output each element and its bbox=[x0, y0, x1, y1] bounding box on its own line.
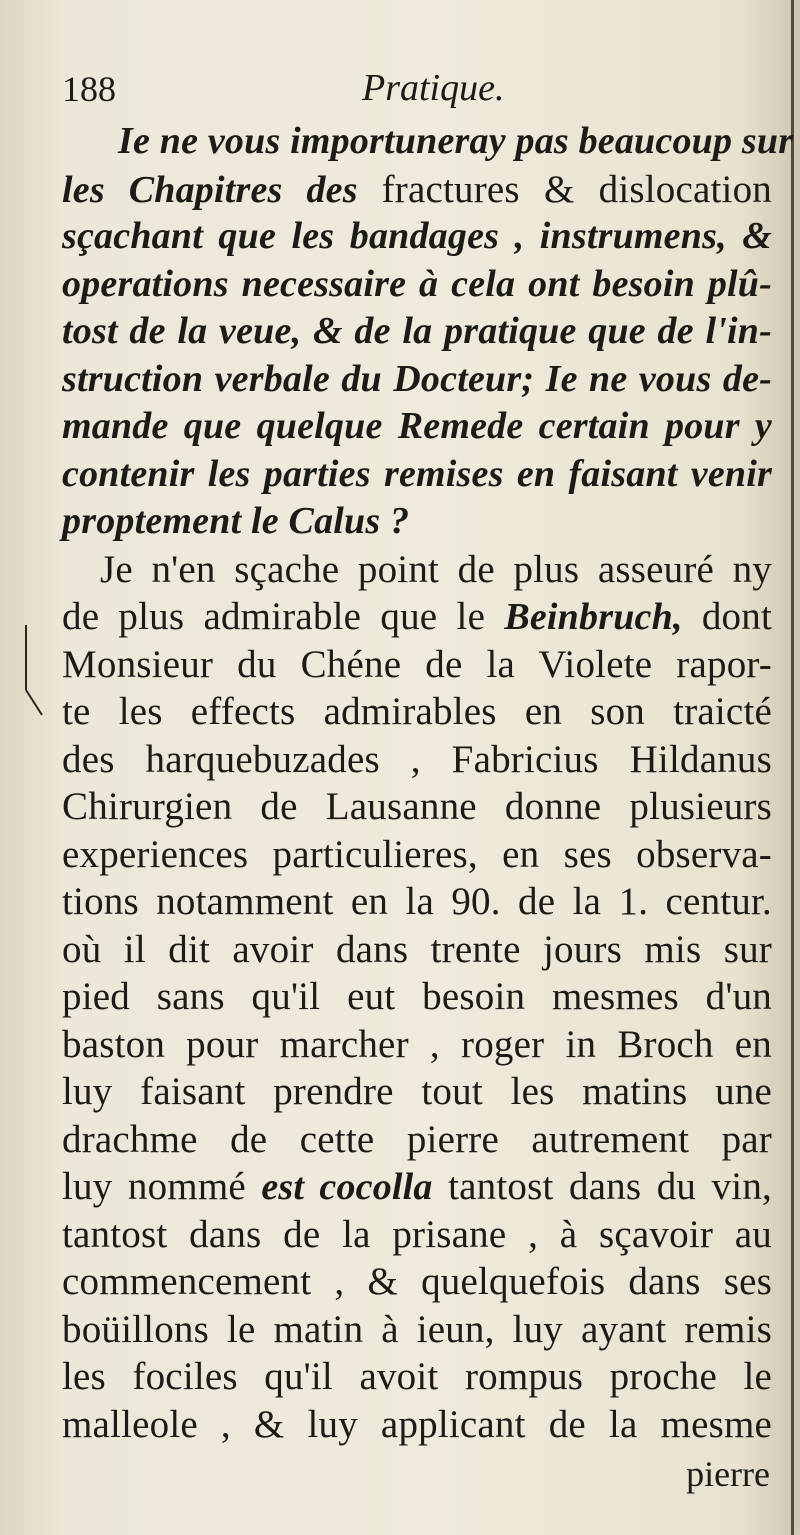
roman-span: tantost dans du vin, bbox=[432, 1165, 772, 1208]
margin-bracket-mark bbox=[8, 620, 48, 720]
page-header bbox=[62, 62, 752, 122]
running-head: Pratique. bbox=[362, 67, 505, 109]
text-line: tost de la veue, & de la pratique que de l'in- bbox=[62, 310, 772, 352]
text-line: experiences particulieres, en ses observa- bbox=[62, 832, 772, 876]
text-line: sçachant que les bandages , instrumens, & bbox=[62, 215, 772, 257]
roman-span: de plus admirable que le bbox=[62, 595, 505, 638]
text-line: struction verbale du Docteur; Ie ne vous de- bbox=[62, 357, 772, 400]
text-line: des harquebuzades , Fabricius Hildanus bbox=[62, 737, 772, 781]
italic-span: est cocolla bbox=[261, 1166, 433, 1208]
text-line: Ie ne vous importuneray pas beaucoup sur bbox=[118, 120, 794, 162]
text-line: contenir les parties remises en faisant venir bbox=[62, 452, 772, 495]
page-number: 188 bbox=[62, 69, 116, 109]
text-line: luy faisant prendre tout les matins une bbox=[62, 1070, 772, 1113]
roman-span: luy nommé bbox=[62, 1165, 262, 1208]
text-line: malleole , & luy applicant de la mesme bbox=[62, 1402, 772, 1446]
text-line: tantost dans de la prisane , à sçavoir au bbox=[62, 1212, 772, 1256]
text-line: les fociles qu'il avoit rompus proche le bbox=[62, 1355, 772, 1398]
body-text bbox=[62, 118, 794, 1448]
text-line: tions notamment en la 90. de la 1. centur. bbox=[62, 880, 772, 923]
text-line: commencement , & quelquefois dans ses bbox=[62, 1260, 772, 1303]
text-line bbox=[62, 1163, 772, 1211]
text-line bbox=[62, 593, 772, 641]
text-line: proptement le Calus ? bbox=[62, 500, 410, 542]
text-line: Je n'en sçache point de plus asseuré ny bbox=[100, 547, 772, 591]
text-line: drachme de cette pierre autrement par bbox=[62, 1117, 772, 1161]
text-line: baston pour marcher , roger in Broch en bbox=[62, 1022, 772, 1066]
catchword: pierre bbox=[686, 1454, 770, 1494]
page-edge-line bbox=[791, 0, 794, 1535]
text-line: te les effects admirables en son traicté bbox=[62, 690, 772, 733]
text-line: Chirurgien de Lausanne donne plusieurs bbox=[62, 785, 772, 828]
text-line bbox=[62, 166, 772, 214]
text-line: pied sans qu'il eut besoin mesmes d'un bbox=[62, 975, 772, 1018]
italic-span: Beinbruch, bbox=[504, 596, 683, 638]
text-line: Monsieur du Chéne de la Violete rapor- bbox=[62, 642, 772, 686]
italic-span: les Chapitres des bbox=[62, 168, 382, 211]
text-line: operations necessaire à cela ont besoin plû- bbox=[62, 262, 772, 305]
roman-span: dont bbox=[682, 595, 772, 638]
text-line: où il dit avoir dans trente jours mis sur bbox=[62, 927, 772, 971]
text-line: boüillons le matin à ieun, luy ayant remis bbox=[62, 1307, 772, 1351]
roman-span: fractures & dislocation bbox=[381, 167, 772, 211]
text-line: mande que quelque Remede certain pour y bbox=[62, 405, 772, 447]
